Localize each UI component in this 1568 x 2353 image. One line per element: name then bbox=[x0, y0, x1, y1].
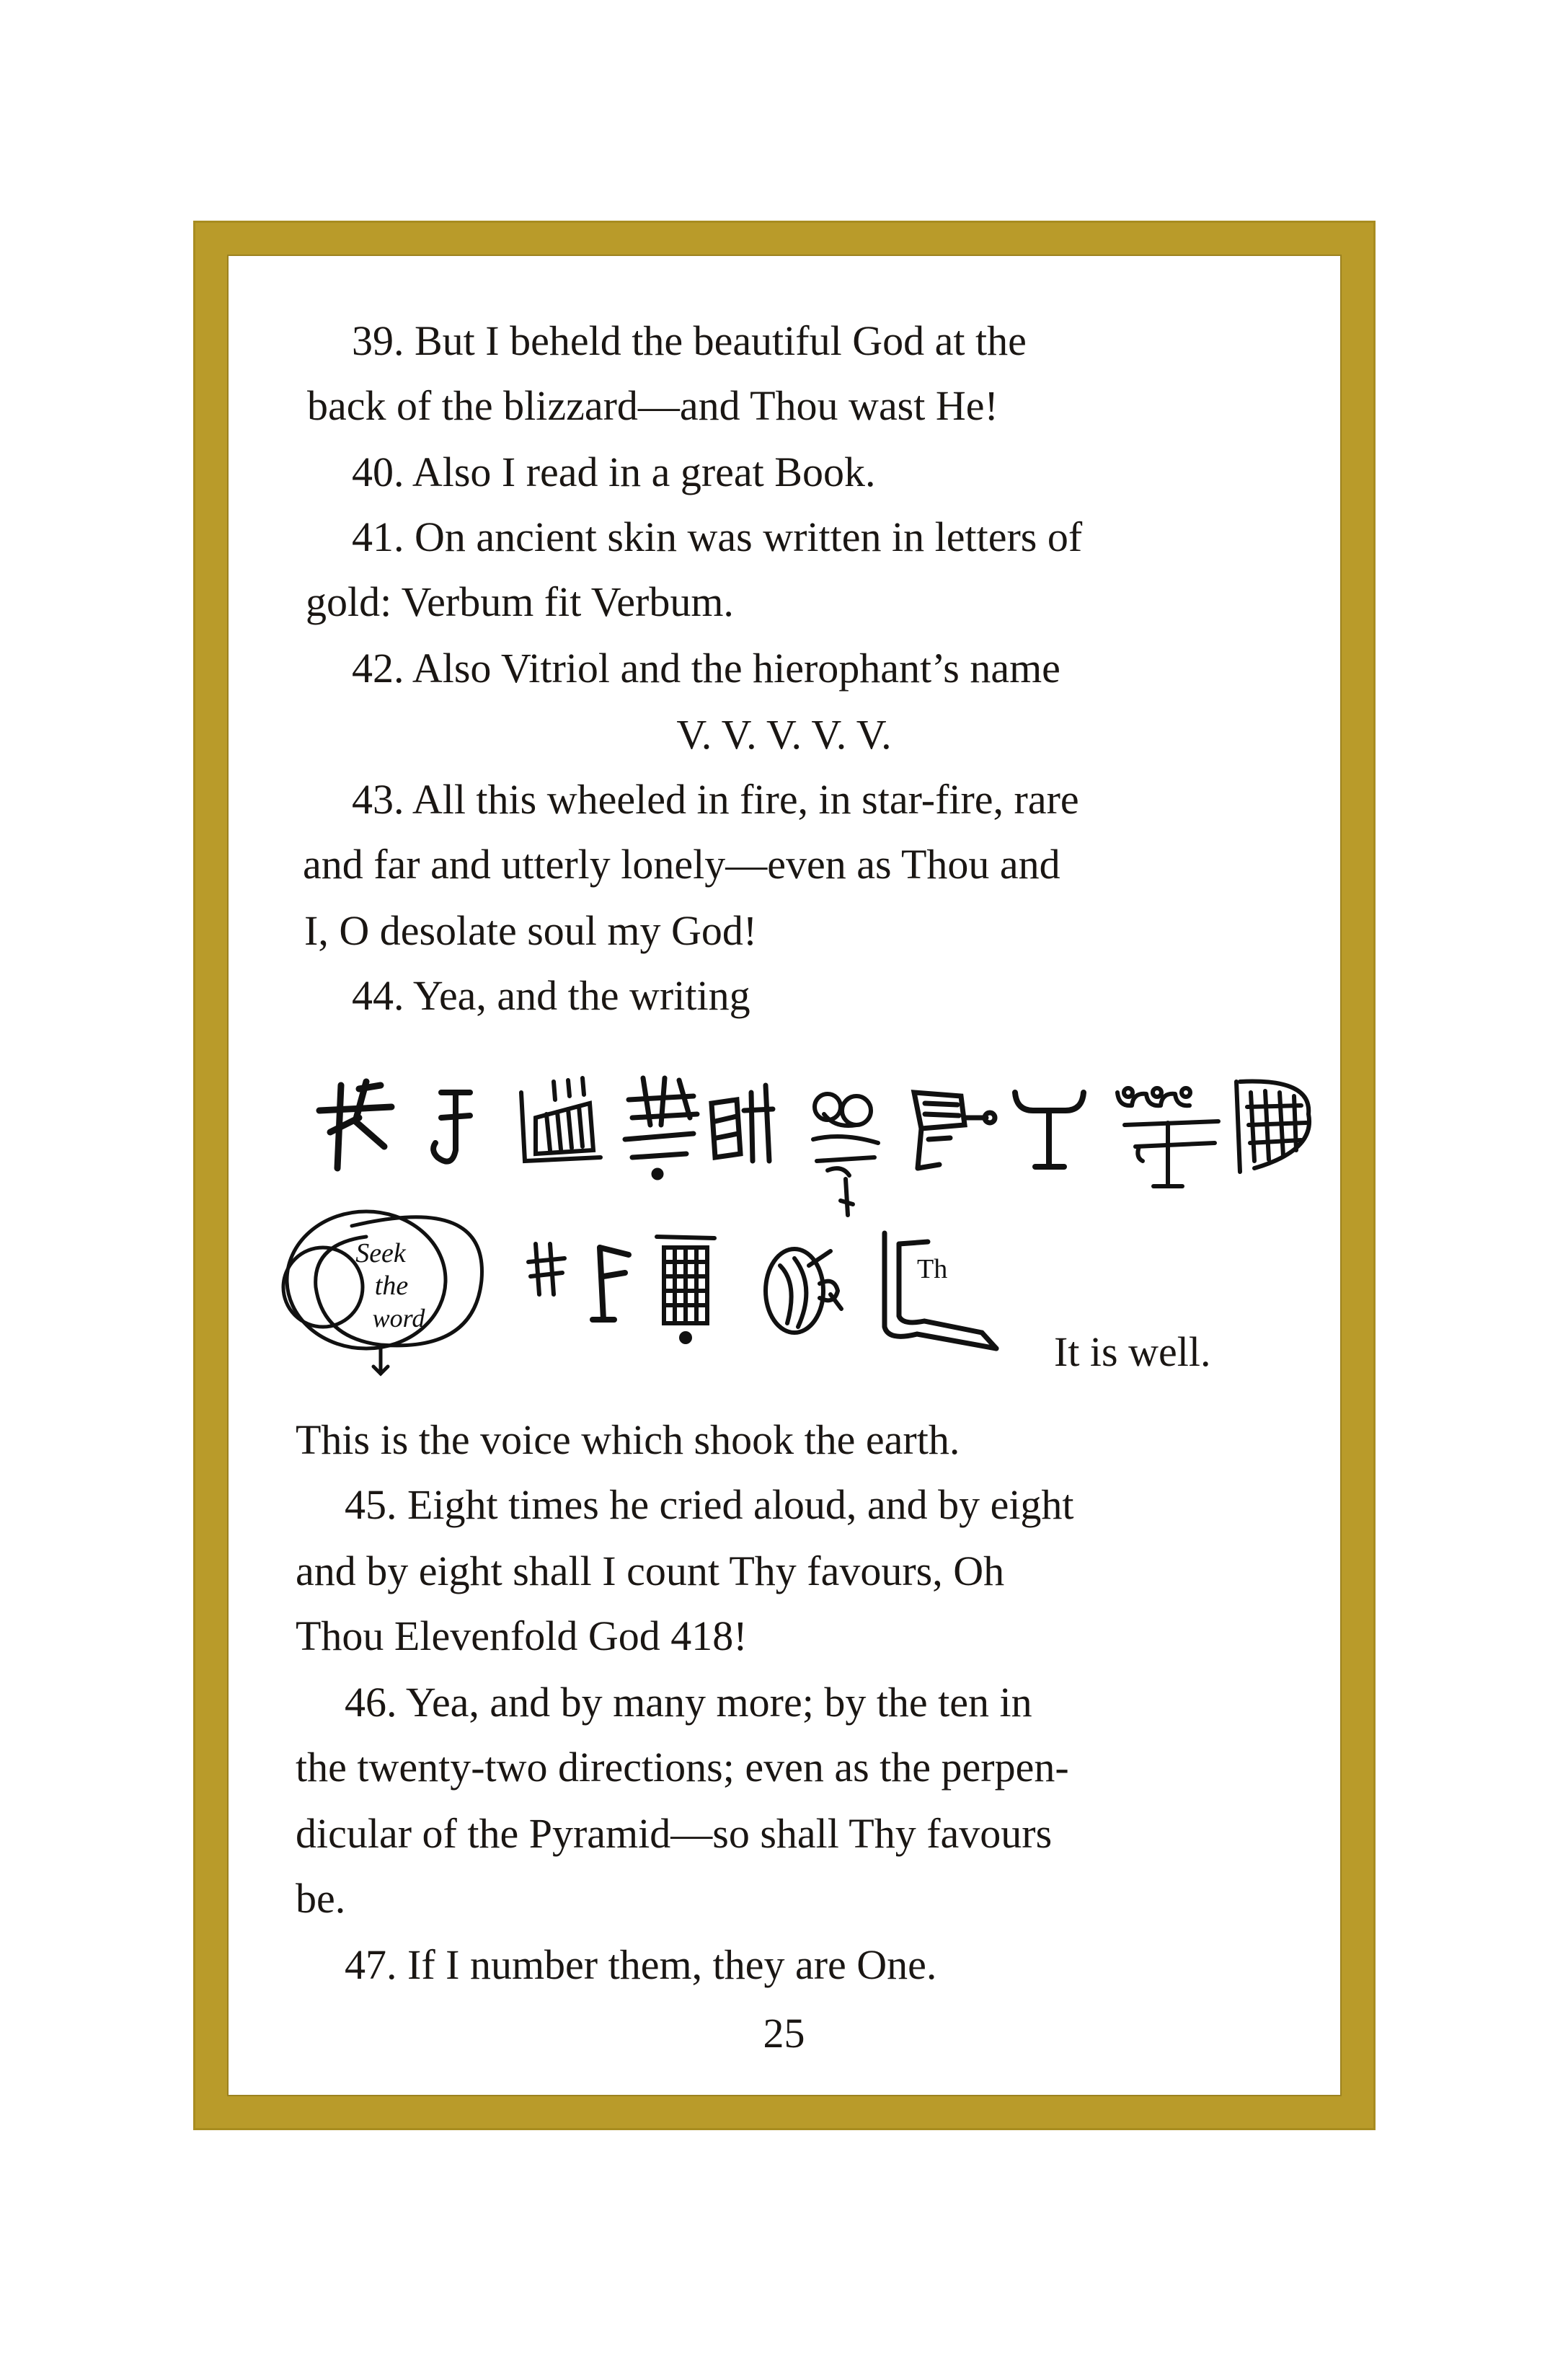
glyph-11 bbox=[525, 1240, 568, 1298]
verse-39-line-2: back of the blizzard—and Thou wast He! bbox=[307, 382, 998, 429]
glyph-13 bbox=[653, 1230, 718, 1345]
verse-40-text: Also I read in a great Book. bbox=[412, 449, 876, 495]
glyph-15 bbox=[874, 1226, 1004, 1348]
verse-45-text: Eight times he cried aloud, and by eight bbox=[407, 1481, 1074, 1528]
glyph-12 bbox=[585, 1240, 636, 1327]
verse-47-number: 47. bbox=[345, 1941, 397, 1988]
verse-40-number: 40. bbox=[352, 449, 404, 495]
hierophant-name: V. V. V. V. V. bbox=[676, 711, 892, 758]
verse-41-text: On ancient skin was written in letters of bbox=[415, 513, 1083, 560]
verse-42-text: Also Vitriol and the hierophant’s name bbox=[412, 645, 1060, 692]
verse-47 bbox=[345, 1940, 936, 1990]
verse-43-line-3: I, O desolate soul my God! bbox=[304, 907, 758, 954]
page-number: 25 bbox=[763, 2010, 805, 2057]
verse-43-line-2: and far and utterly lonely—even as Thou and bbox=[303, 841, 1060, 888]
verse-45-line-3: Thou Elevenfold God 418! bbox=[296, 1612, 748, 1659]
verse-42-number: 42. bbox=[352, 645, 404, 692]
verse-46-line-2: the twenty-two directions; even as the perpen- bbox=[296, 1744, 1069, 1791]
verse-46-line-4: be. bbox=[296, 1875, 346, 1922]
verse-44-tail: It is well. bbox=[1054, 1328, 1211, 1375]
verse-45-line-1 bbox=[345, 1480, 1074, 1530]
verse-41-number: 41. bbox=[352, 513, 404, 560]
verse-43-number: 43. bbox=[352, 776, 404, 823]
verse-43-text: All this wheeled in fire, in star-fire, rare bbox=[412, 776, 1079, 823]
verse-41-line-2: gold: Verbum fit Verbum. bbox=[306, 578, 734, 625]
verse-45-line-2: and by eight shall I count Thy favours, Oh bbox=[296, 1548, 1005, 1594]
verse-39-number: 39. bbox=[352, 317, 404, 364]
svg-text:Th: Th bbox=[917, 1254, 948, 1284]
svg-text:the: the bbox=[374, 1271, 409, 1301]
seal-glyph bbox=[273, 1193, 496, 1374]
verse-46-line-1 bbox=[345, 1677, 1032, 1728]
verse-46-line-3: dicular of the Pyramid—so shall Thy favours bbox=[296, 1810, 1053, 1857]
svg-text:word: word bbox=[372, 1304, 425, 1333]
verse-45-number: 45. bbox=[345, 1481, 397, 1528]
verse-39-text: But I beheld the beautiful God at the bbox=[415, 317, 1027, 364]
verse-46-text: Yea, and by many more; by the ten in bbox=[405, 1679, 1032, 1726]
svg-text:Seek: Seek bbox=[355, 1238, 406, 1268]
verse-46-number: 46. bbox=[345, 1679, 397, 1726]
voice-line: This is the voice which shook the earth. bbox=[296, 1416, 960, 1463]
glyph-14 bbox=[758, 1230, 849, 1338]
verse-44-number: 44. bbox=[352, 972, 404, 1019]
verse-47-text: If I number them, they are One. bbox=[407, 1941, 937, 1988]
verse-44-text: Yea, and the writing bbox=[412, 972, 750, 1019]
